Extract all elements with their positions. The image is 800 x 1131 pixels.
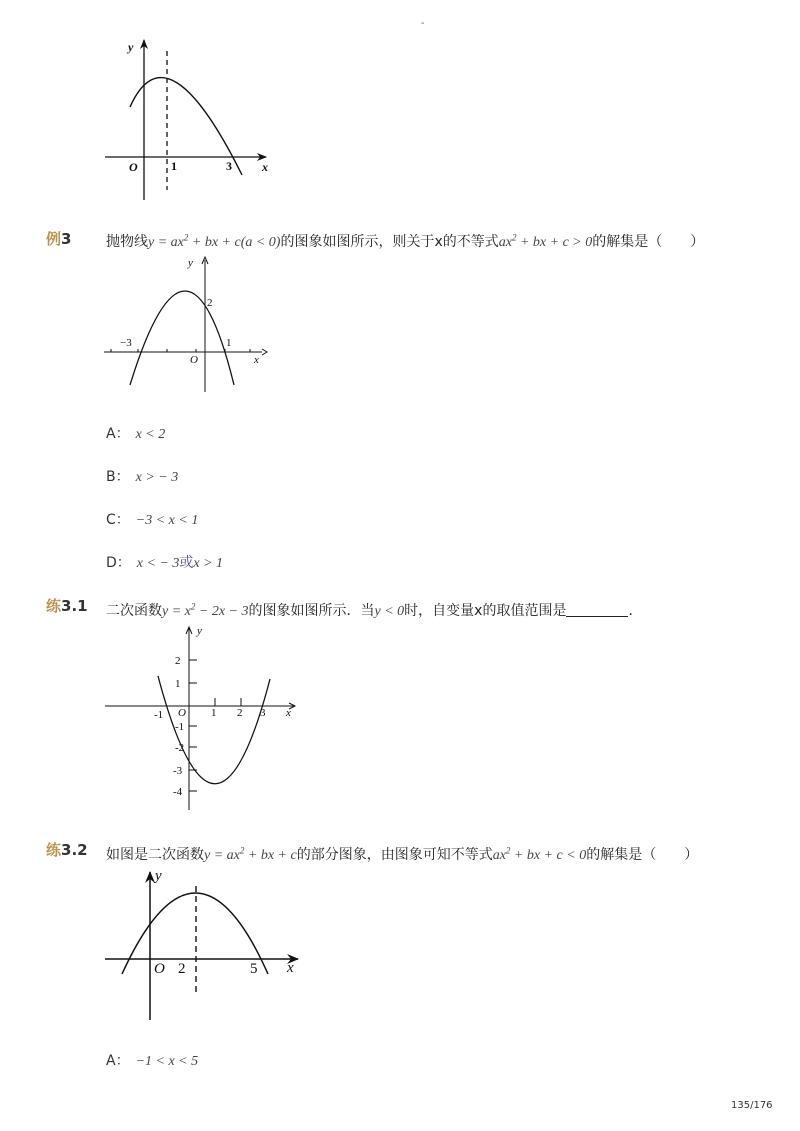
equation: $y = x^2 - 2x - 3$ (162, 601, 249, 619)
page-number: 135/176 (731, 1100, 773, 1111)
option-c[interactable] (106, 509, 198, 529)
origin-label: O (178, 707, 186, 719)
tick-label-2: 2 (178, 961, 186, 977)
condition: y < 0 (374, 604, 405, 619)
option-a[interactable] (106, 1050, 198, 1070)
practice-3-2-question (106, 844, 698, 864)
origin-label: O (154, 961, 165, 977)
option-key: B： (106, 469, 130, 485)
example-3-label (46, 228, 71, 249)
x-tick-label: 2 (237, 707, 243, 719)
label-number: 3.2 (61, 841, 88, 859)
origin-label: O (190, 354, 198, 366)
equation: $y = ax^2$ + bx + c (204, 845, 297, 863)
graph-practice-3-1 (100, 618, 300, 813)
y-tick-label: 1 (175, 678, 181, 690)
y-axis-label: y (155, 868, 162, 884)
question-text: 的解集是（ ） (586, 847, 699, 863)
practice-3-2-label (46, 839, 88, 860)
x-axis-label: x (254, 354, 259, 366)
question-text: 时，自变量x的取值范围是 (404, 603, 567, 619)
option-key: A： (106, 1053, 130, 1069)
option-key: D： (106, 555, 131, 571)
inequality: $ax^2$ + bx + c > 0 (498, 232, 593, 250)
label-prefix: 练 (46, 841, 62, 859)
question-text: 抛物线 (106, 234, 148, 250)
parabola-curve (122, 893, 268, 974)
question-text: 的部分图象，由图象可知不等式 (296, 847, 493, 863)
x-axis-label: x (286, 707, 291, 719)
x-axis-label: x (287, 960, 294, 976)
question-text: ． (628, 603, 643, 619)
y-axis-label: y (197, 625, 202, 637)
option-math: x > − 3 (135, 470, 179, 485)
inequality: $ax^2$ + bx + c < 0 (492, 845, 587, 863)
y-tick-label: -1 (175, 721, 185, 733)
practice-3-1-label (46, 595, 88, 616)
option-math: x > 1 (193, 556, 224, 571)
x-tick-label: -1 (154, 709, 164, 721)
option-or: 或 (179, 555, 194, 571)
option-math: −3 < x < 1 (135, 513, 199, 528)
y-tick-label: 2 (175, 655, 181, 667)
y-tick-label: -4 (173, 786, 183, 798)
header-mark: - (421, 18, 425, 29)
label-prefix: 练 (46, 597, 62, 615)
y-axis-label: y (188, 257, 193, 269)
tick-label-2: 2 (207, 297, 213, 309)
example-3-question (106, 231, 704, 251)
label-number: 3 (61, 230, 72, 248)
x-tick-label: 1 (211, 707, 217, 719)
option-math: x < − 3 (136, 556, 180, 571)
label-number: 3.1 (61, 597, 88, 615)
option-d[interactable] (106, 552, 223, 572)
parabola-curve (130, 291, 234, 385)
origin-label: O (129, 160, 138, 174)
tick-label-neg3: −3 (120, 337, 132, 349)
question-text: 的图象如图所示．当 (248, 603, 375, 619)
y-axis-label: y (128, 40, 134, 54)
equation: $y = ax^2$ + bx + c(a < 0) (148, 232, 281, 250)
graph-practice-3-2 (100, 862, 310, 1027)
x-tick-label: 3 (260, 707, 266, 719)
option-b[interactable] (106, 466, 178, 486)
question-text: 的解集是（ ） (592, 234, 705, 250)
option-a[interactable] (106, 423, 165, 443)
y-tick-label: -3 (173, 765, 183, 777)
tick-label-1: 1 (226, 337, 232, 349)
option-key: C： (106, 512, 130, 528)
graph-example-3 (100, 252, 270, 397)
question-text: 如图是二次函数 (106, 847, 204, 863)
tick-label-1: 1 (171, 159, 177, 173)
graph-top (100, 35, 280, 205)
option-math: −1 < x < 5 (135, 1054, 199, 1069)
tick-label-3: 3 (226, 159, 232, 173)
question-text: 二次函数 (106, 603, 162, 619)
practice-3-1-question (106, 600, 642, 620)
option-math: x < 2 (135, 427, 166, 442)
question-text: 的图象如图所示，则关于x的不等式 (280, 234, 499, 250)
option-key: A： (106, 426, 130, 442)
tick-label-5: 5 (250, 961, 258, 977)
label-prefix: 例 (46, 230, 62, 248)
y-tick-label: -2 (175, 742, 185, 754)
x-axis-label: x (262, 160, 268, 174)
answer-blank[interactable] (566, 604, 628, 617)
